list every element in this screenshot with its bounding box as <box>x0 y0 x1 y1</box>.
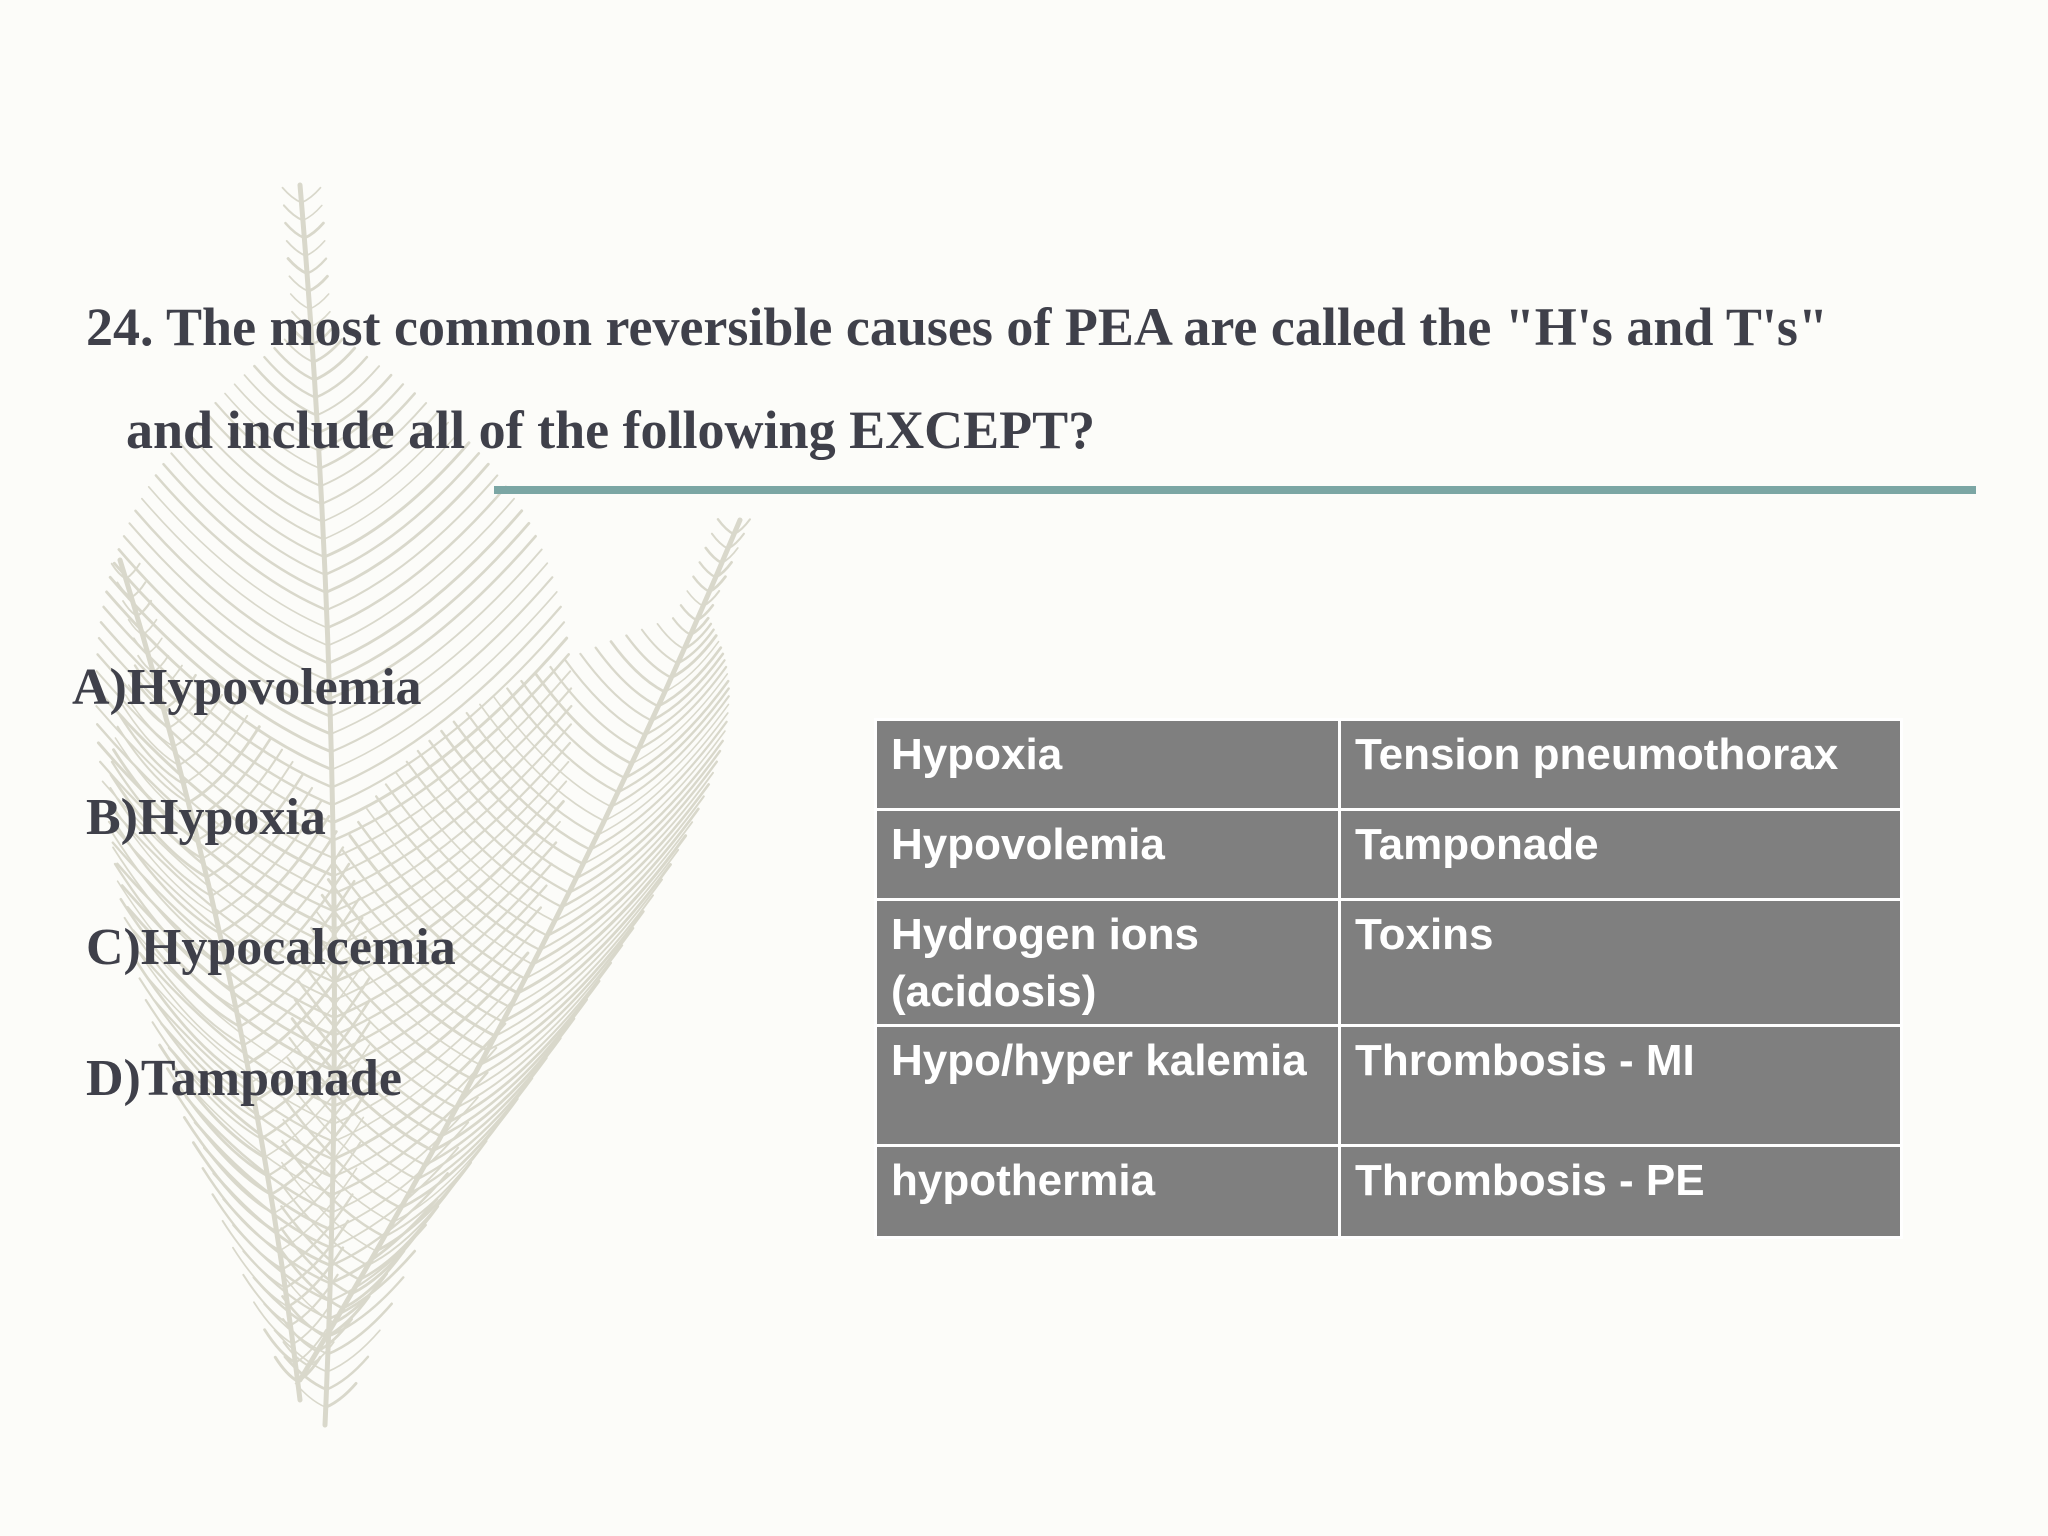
question-text-line-2: and include all of the following EXCEPT? <box>126 400 1096 460</box>
table-cell-t: Tension pneumothorax <box>1340 720 1902 810</box>
table-row <box>876 1146 1902 1238</box>
hs-and-ts-table <box>874 718 1903 1239</box>
table-cell-t: Toxins <box>1340 900 1902 1026</box>
table-cell-t: Thrombosis - PE <box>1340 1146 1902 1238</box>
table-cell-h: hypothermia <box>876 1146 1340 1238</box>
option-a: A)Hypovolemia <box>72 659 422 716</box>
table-cell-h: Hypo/hyper kalemia <box>876 1026 1340 1146</box>
option-b: B)Hypoxia <box>86 789 326 846</box>
table-cell-t: Thrombosis - MI <box>1340 1026 1902 1146</box>
table-cell-h: Hypoxia <box>876 720 1340 810</box>
table-cell-h: Hydrogen ions (acidosis) <box>876 900 1340 1026</box>
table-row <box>876 900 1902 1026</box>
table-row <box>876 810 1902 900</box>
title-divider <box>494 486 1976 494</box>
table-cell-t: Tamponade <box>1340 810 1902 900</box>
table-row <box>876 1026 1902 1146</box>
table-cell-h: Hypovolemia <box>876 810 1340 900</box>
question-text-line-1: 24. The most common reversible causes of PEA are called the "H's and T's" <box>86 297 1828 357</box>
option-c: C)Hypocalcemia <box>86 919 456 976</box>
option-d: D)Tamponade <box>86 1050 402 1107</box>
table-row <box>876 720 1902 810</box>
